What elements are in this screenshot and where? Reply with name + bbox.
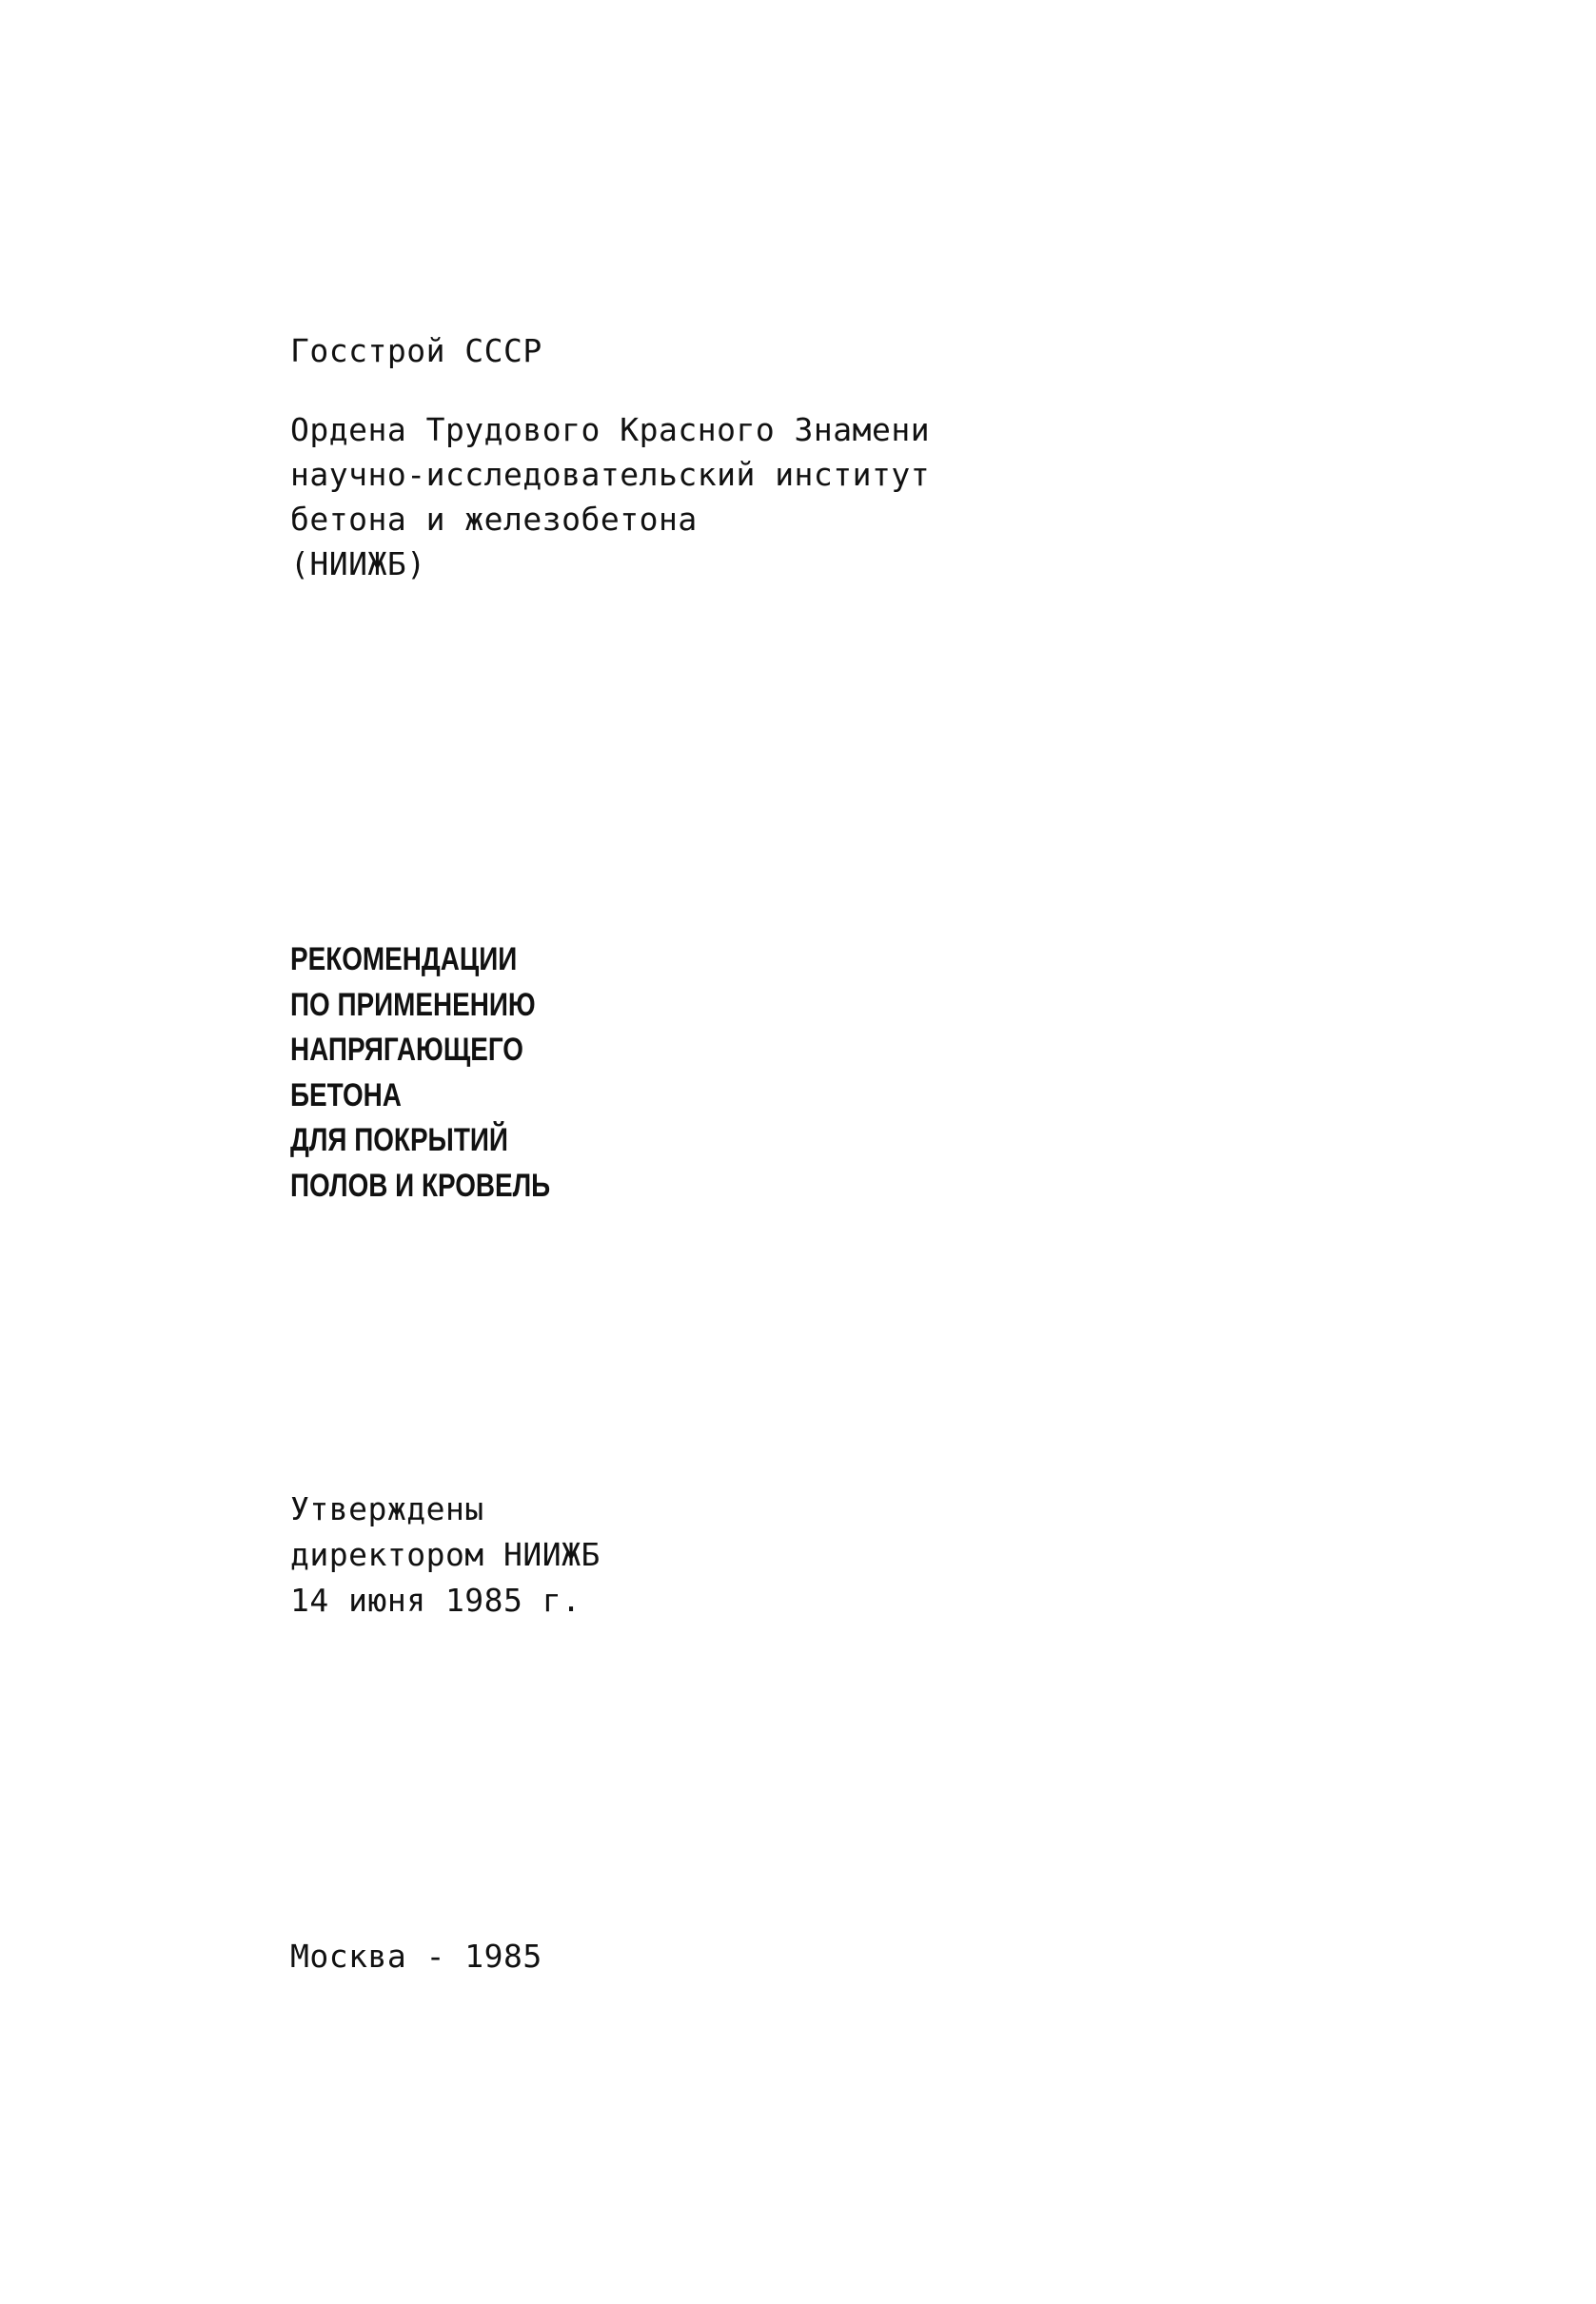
approval-block	[290, 1487, 601, 1624]
title-line: БЕТОНА	[290, 1076, 402, 1113]
title-line: ДЛЯ ПОКРЫТИЙ	[290, 1122, 508, 1158]
institute-abbreviation: (НИИЖБ)	[290, 545, 426, 582]
approval-date: 14 июня 1985 г.	[290, 1582, 581, 1619]
institute-line: бетона и железобетона	[290, 501, 698, 538]
title-line: ПОЛОВ И КРОВЕЛЬ	[290, 1167, 551, 1204]
agency-block	[290, 328, 542, 374]
approval-line: Утверждены	[290, 1490, 484, 1527]
document-title	[290, 937, 607, 1209]
institute-block	[290, 407, 930, 586]
title-line: НАПРЯГАЮЩЕГО	[290, 1032, 523, 1068]
place-year: Москва - 1985	[290, 1938, 542, 1975]
place-year-block	[290, 1934, 542, 1979]
institute-line: научно-исследовательский институт	[290, 456, 931, 493]
agency-name: Госстрой СССР	[290, 332, 542, 369]
institute-line: Ордена Трудового Красного Знамени	[290, 411, 931, 448]
title-line: РЕКОМЕНДАЦИИ	[290, 941, 518, 977]
title-line: ПО ПРИМЕНЕНИЮ	[290, 986, 536, 1023]
approval-line: директором НИИЖБ	[290, 1536, 601, 1573]
